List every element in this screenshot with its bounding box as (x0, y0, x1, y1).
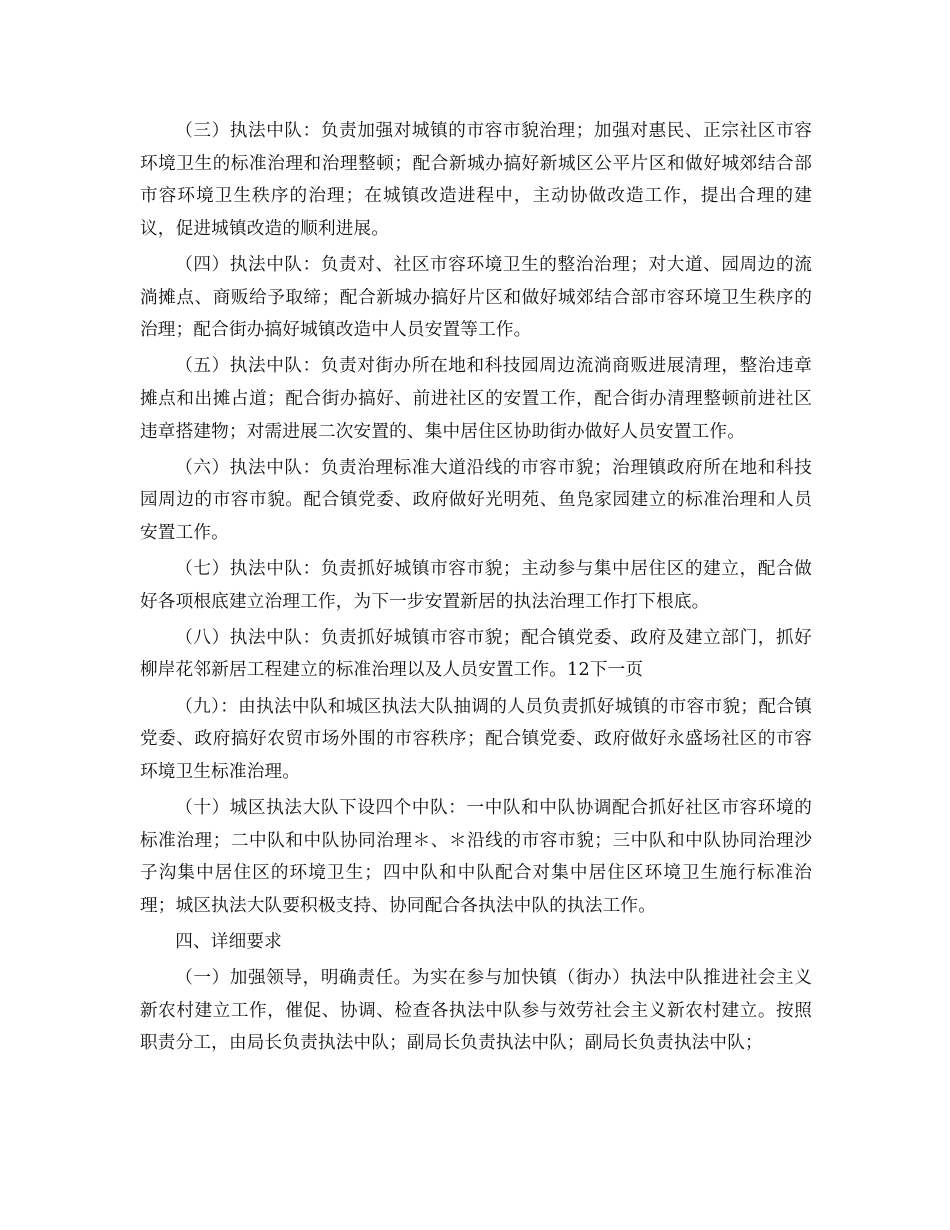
paragraph-squad-4: （四）执法中队：负责对、社区市容环境卫生的整治治理；对大道、园周边的流淌摊点、商贩给予取缔；配合新城办搞好片区和做好城郊结合部市容环境卫生秩序的治理；配合街办搞好城镇改造中人员安置等工作。 (140, 254, 812, 341)
paragraph-squad-5: （五）执法中队：负责对街办所在地和科技园周边流淌商贩进展清理，整治违章摊点和出摊占道；配合街办搞好、前进社区的安置工作，配合街办清理整顿前进社区违章搭建物；对需进展二次安置的、集中居住区协助街办做好人员安置工作。 (140, 356, 812, 442)
paragraph-squad-10: （十）城区执法大队下设四个中队：一中队和中队协调配合抓好社区市容环境的标准治理；二中队和中队协同治理＊、＊沿线的市容市貌；三中队和中队协同治理沙子沟集中居住区的环境卫生；四中队和中队配合对集中居住区环境卫生施行标准治理；城区执法大队要积极支持、协同配合各执法中队的执法工作。 (140, 798, 812, 916)
paragraph-squad-7: （七）执法中队：负责抓好城镇市容市貌；主动参与集中居住区的建立，配合做好各项根底建立治理工作，为下一步安置新居的执法治理工作打下根底。 (140, 559, 812, 612)
paragraph-squad-8: （八）执法中队：负责抓好城镇市容市貌；配合镇党委、政府及建立部门，抓好柳岸花邻新居工程建立的标准治理以及人员安置工作。12下一页 (140, 627, 812, 681)
section-heading-requirements: 四、详细要求 (175, 932, 282, 952)
paragraph-squad-9: （九）：由执法中队和城区执法大队抽调的人员负责抓好城镇的市容市貌；配合镇党委、政府搞好农贸市场外围的市容秩序；配合镇党委、政府做好永盛场社区的市容环境卫生标准治理。 (140, 696, 812, 782)
document-body (140, 115, 812, 1064)
paragraph-squad-6: （六）执法中队：负责治理标准大道沿线的市容市貌；治理镇政府所在地和科技园周边的市容市貌。配合镇党委、政府做好光明苑、鱼凫家园建立的标准治理和人员安置工作。 (140, 457, 812, 543)
paragraph-squad-3: （三）执法中队：负责加强对城镇的市容市貌治理；加强对惠民、正宗社区市容环境卫生的标准治理和治理整顿；配合新城办搞好新城区公平片区和做好城郊结合部市容环境卫生秩序的治理；在城镇改造进程中，主动协做改造工作，提出合理的建议，促进城镇改造的顺利进展。 (140, 121, 812, 239)
paragraph-leadership: （一）加强领导，明确责任。为实在参与加快镇（街办）执法中队推进社会主义新农村建立工作，催促、协调、检查各执法中队参与效劳社会主义新农村建立。按照职责分工，由局长负责执法中队；副局长负责执法中队；副局长负责执法中队； (140, 968, 812, 1054)
